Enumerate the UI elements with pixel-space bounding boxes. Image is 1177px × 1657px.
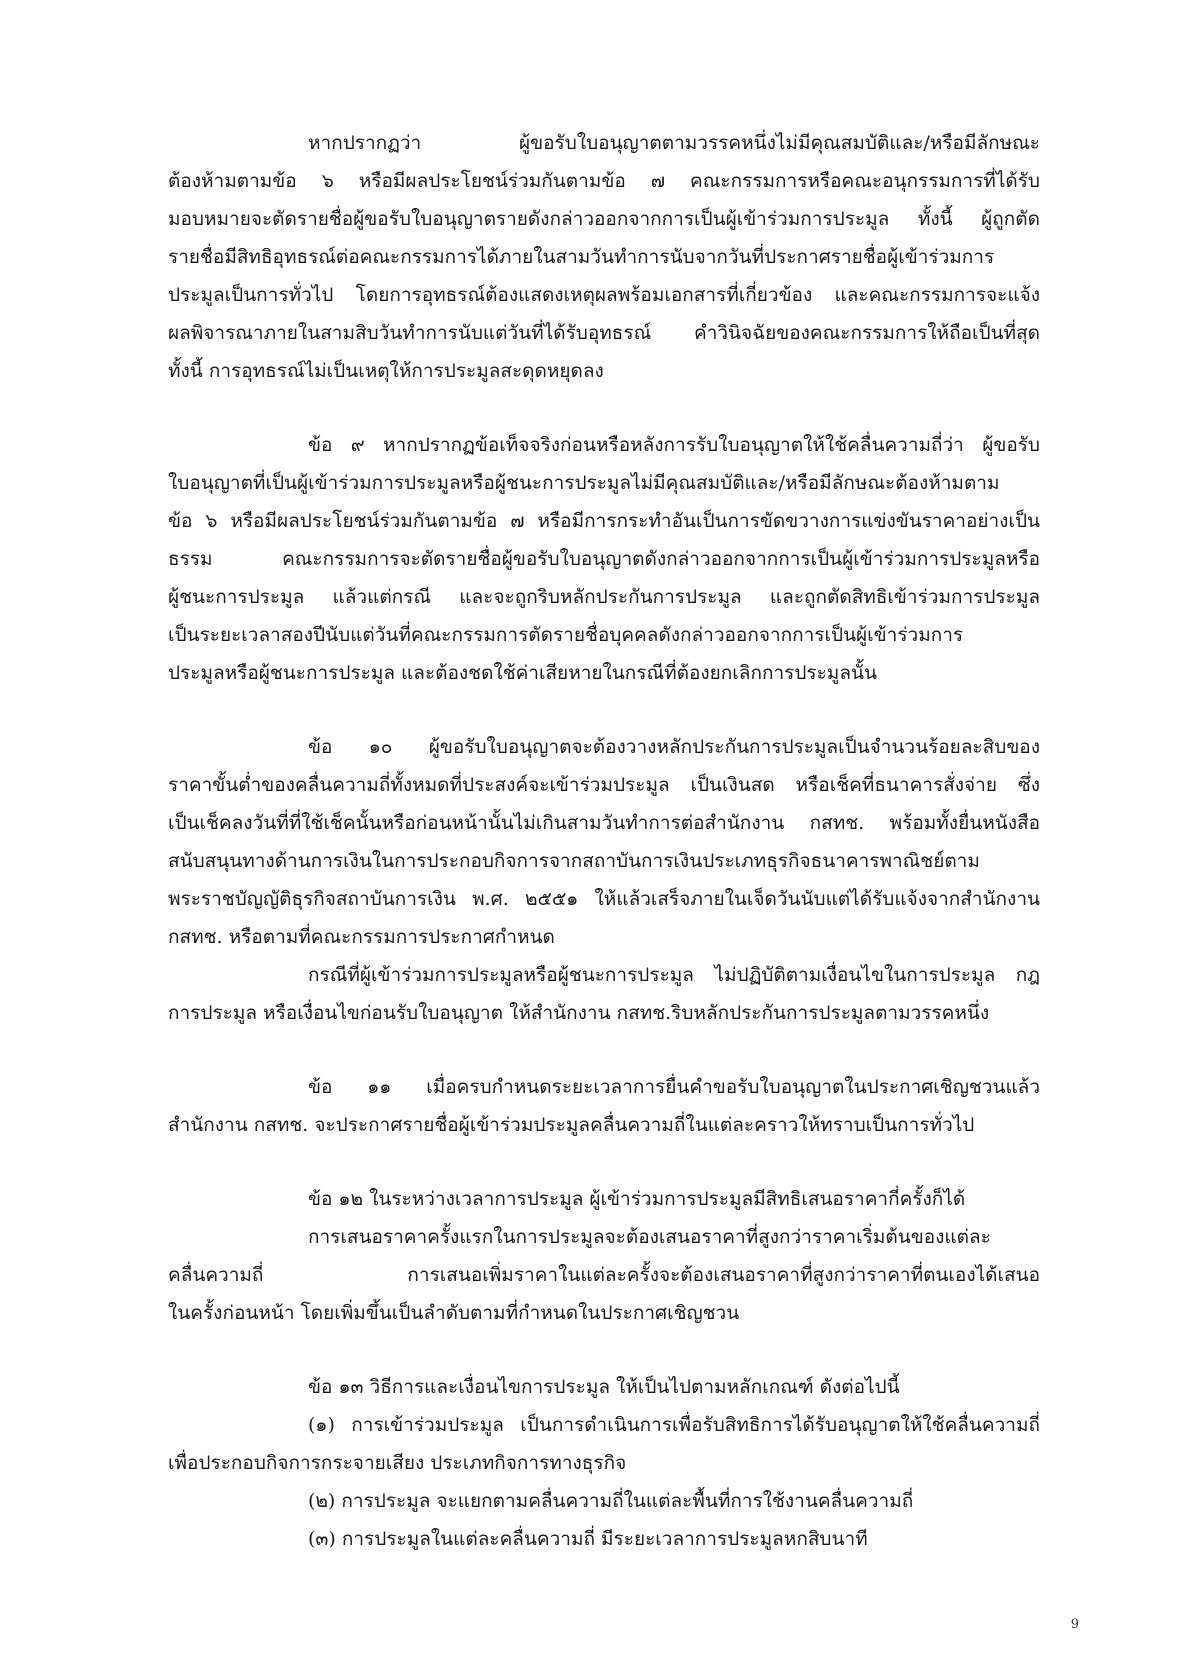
text-line: ข้อ ๑๐ ผู้ขอรับใบอนุญาตจะต้องวางหลักประกันการประมูลเป็นจำนวนร้อยละสิบของ (308, 736, 1040, 758)
text-line: กสทช. หรือตามที่คณะกรรมการประกาศกำหนด (168, 926, 555, 948)
document-body (168, 124, 1040, 1558)
text-line: พระราชบัญญัติธุรกิจสถาบันการเงิน พ.ศ. ๒๕๕๑ ให้แล้วเสร็จภายในเจ็ดวันนับแต่ได้รับแจ้งจากสำนักงาน (168, 888, 1040, 910)
text-line: (๒) การประมูล จะแยกตามคลื่นความถี่ในแต่ละพื้นที่การใช้งานคลื่นความถี่ (308, 1490, 914, 1512)
text-line: เป็นระยะเวลาสองปีนับแต่วันที่คณะกรรมการตัดรายชื่อบุคคลดังกล่าวออกจากการเป็นผู้เข้าร่วมการ (168, 624, 964, 646)
text-line: สำนักงาน กสทช. จะประกาศรายชื่อผู้เข้าร่วมประมูลคลื่นความถี่ในแต่ละคราวให้ทราบเป็นการทั่วไป (168, 1114, 975, 1136)
text-line: เป็นเช็คลงวันที่ที่ใช้เช็คนั้นหรือก่อนหน้านั้นไม่เกินสามวันทำการต่อสำนักงาน กสทช. พร้อมทั้งยื่นหนังสือ (168, 812, 1040, 834)
text-line: ผลพิจารณาภายในสามสิบวันทำการนับแต่วันที่ได้รับอุทธรณ์ คำวินิจฉัยของคณะกรรมการให้ถือเป็นที่สุด (168, 322, 1040, 344)
text-line: ผู้ชนะการประมูล แล้วแต่กรณี และจะถูกริบหลักประกันการประมูล และถูกตัดสิทธิเข้าร่วมการประมูล (168, 586, 1040, 608)
text-line: เพื่อประกอบกิจการกระจายเสียง ประเภทกิจการทางธุรกิจ (168, 1452, 627, 1474)
text-line: การประมูล หรือเงื่อนไขก่อนรับใบอนุญาต ให้สำนักงาน กสทช.ริบหลักประกันการประมูลตามวรรคหนึ่ง (168, 1002, 990, 1024)
paragraph-clause-11 (168, 1068, 1040, 1144)
text-line: มอบหมายจะตัดรายชื่อผู้ขอรับใบอนุญาตรายดังกล่าวออกจากการเป็นผู้เข้าร่วมการประมูล ทั้งนี้ ผู้ถูกตัด (168, 208, 1040, 230)
text-line: ใบอนุญาตที่เป็นผู้เข้าร่วมการประมูลหรือผู้ชนะการประมูลไม่มีคุณสมบัติและ/หรือมีลักษณะต้องห้ามตาม (168, 472, 1000, 494)
list-item (168, 1520, 1040, 1558)
list-item (168, 1406, 1040, 1482)
text-line: กรณีที่ผู้เข้าร่วมการประมูลหรือผู้ชนะการประมูล ไม่ปฏิบัติตามเงื่อนไขในการประมูล กฎ (308, 964, 1040, 986)
text-line: ข้อ ๑๒ ในระหว่างเวลาการประมูล ผู้เข้าร่วมการประมูลมีสิทธิเสนอราคากี่ครั้งก็ได้ (308, 1188, 966, 1210)
paragraph-clause-10 (168, 728, 1040, 1032)
text-line: (๓) การประมูลในแต่ละคลื่นความถี่ มีระยะเวลาการประมูลหกสิบนาที (308, 1528, 868, 1550)
paragraph-clause-13 (168, 1368, 1040, 1558)
paragraph-clause-12 (168, 1180, 1040, 1332)
text-line: รายชื่อมีสิทธิอุทธรณ์ต่อคณะกรรมการได้ภายในสามวันทำการนับจากวันที่ประกาศรายชื่อผู้เข้าร่วมการ (168, 246, 995, 268)
text-line: ในครั้งก่อนหน้า โดยเพิ่มขึ้นเป็นลำดับตามที่กำหนดในประกาศเชิญชวน (168, 1302, 740, 1324)
text-line: ข้อ ๙ หากปรากฏข้อเท็จจริงก่อนหรือหลังการรับใบอนุญาตให้ใช้คลื่นความถี่ว่า ผู้ขอรับ (308, 434, 1040, 456)
list-item (168, 1482, 1040, 1520)
text-line: สนับสนุนทางด้านการเงินในการประกอบกิจการจากสถาบันการเงินประเภทธุรกิจธนาคารพาณิชย์ตาม (168, 850, 980, 872)
text-line: ข้อ ๖ หรือมีผลประโยชน์ร่วมกันตามข้อ ๗ หรือมีการกระทำอันเป็นการขัดขวางการแข่งขันราคาอย่างเป็น (168, 510, 1040, 532)
text-line: ข้อ ๑๓ วิธีการและเงื่อนไขการประมูล ให้เป็นไปตามหลักเกณฑ์ ดังต่อไปนี้ (308, 1376, 900, 1398)
text-line: ต้องห้ามตามข้อ ๖ หรือมีผลประโยชน์ร่วมกันตามข้อ ๗ คณะกรรมการหรือคณะอนุกรรมการที่ได้รับ (168, 170, 1040, 192)
text-line: คลื่นความถี่ การเสนอเพิ่มราคาในแต่ละครั้งจะต้องเสนอราคาที่สูงกว่าราคาที่ตนเองได้เสนอ (168, 1264, 1040, 1286)
text-line: ทั้งนี้ การอุทธรณ์ไม่เป็นเหตุให้การประมูลสะดุดหยุดลง (168, 360, 604, 382)
text-line: ประมูลหรือผู้ชนะการประมูล และต้องชดใช้ค่าเสียหายในกรณีที่ต้องยกเลิกการประมูลนั้น (168, 662, 877, 684)
text-line: ธรรม คณะกรรมการจะตัดรายชื่อผู้ขอรับใบอนุญาตดังกล่าวออกจากการเป็นผู้เข้าร่วมการประมูลหรือ (168, 548, 1040, 570)
text-line: หากปรากฏว่า ผู้ขอรับใบอนุญาตตามวรรคหนึ่งไม่มีคุณสมบัติและ/หรือมีลักษณะ (308, 132, 1040, 154)
text-line: การเสนอราคาครั้งแรกในการประมูลจะต้องเสนอราคาที่สูงกว่าราคาเริ่มต้นของแต่ละ (308, 1226, 991, 1248)
text-line: ประมูลเป็นการทั่วไป โดยการอุทธรณ์ต้องแสดงเหตุผลพร้อมเอกสารที่เกี่ยวข้อง และคณะกรรมการจะแจ้ง (168, 284, 1040, 306)
text-line: (๑) การเข้าร่วมประมูล เป็นการดำเนินการเพื่อรับสิทธิการได้รับอนุญาตให้ใช้คลื่นความถี่ (308, 1414, 1040, 1436)
paragraph-appeal (168, 124, 1040, 390)
text-line: ราคาขั้นต่ำของคลื่นความถี่ทั้งหมดที่ประสงค์จะเข้าร่วมประมูล เป็นเงินสด หรือเช็คที่ธนาคารสั่งจ่าย ซึ่ง (168, 774, 1040, 796)
text-line: ข้อ ๑๑ เมื่อครบกำหนดระยะเวลาการยื่นคำขอรับใบอนุญาตในประกาศเชิญชวนแล้ว (308, 1076, 1040, 1098)
page-number: 9 (1070, 1617, 1079, 1632)
paragraph-clause-9 (168, 426, 1040, 692)
